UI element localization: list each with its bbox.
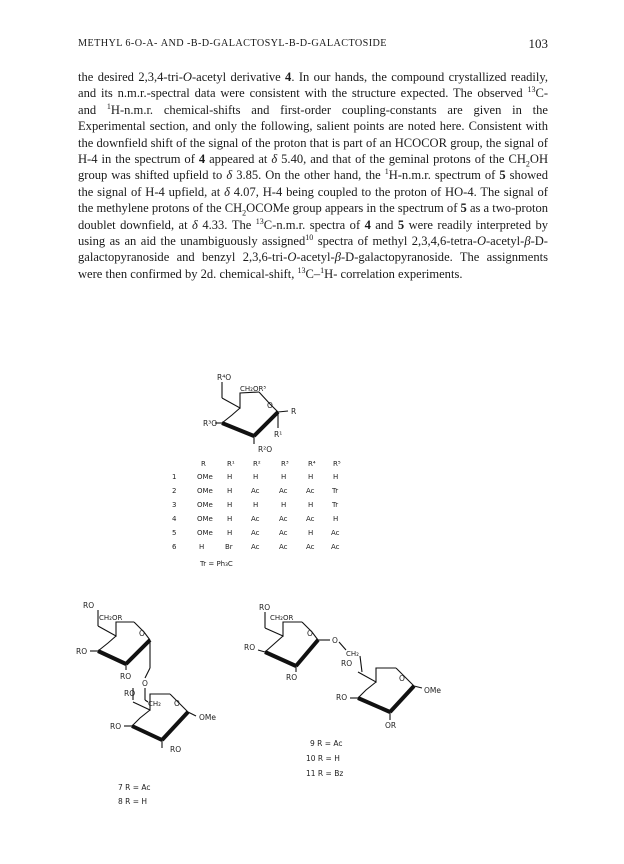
left-ro-left2: RO	[110, 722, 122, 731]
paragraph: the desired 2,3,4-tri-O-acetyl derivative 4. In our hands, the compound crystallized readily, and its n.m.r.-spectral data were consistent with the structure expected. The observed $^{13}$C- and $^1$H-n.m.r. chemical-shifts and first-order coupling-constants are given in the Experimental section, and only the following, salient points are noted here. Consistent with the downfield shift of the signal of the proton that is part of an HCOCOR group, the signal of H-4 in the spectrum of 4 appeared at δ 5.40, and that of the geminal protons of the $CH_2OH$ group was shifted upfield to δ 3.85. On the other hand, the $^1$H-n.m.r. spectrum of 5 showed the signal of H-4 upfield, at δ 4.07, H-4 being coupled to the proton of HO-4. The signal of the methylene protons of the $CH_2OCOMe$ group appears in the spectrum of 5 as a two-proton doublet downfield, at δ 4.33. The $^{13}$C-n.m.r. spectra of 4 and 5 were readily interpreted by using as an aid the unambiguously assigned$^{10}$ spectra of methyl 2,3,4,6-tetra-O-acetyl-β-D-galactopyranoside and benzyl 2,3,6-tri-O-acetyl-β-D-galactopyranoside. The assignments were then confirmed by 2d. chemical-shift, $^{13}$C–$^1$H- correlation experiments.	[78, 70, 549, 281]
right-ring-o1: O	[307, 629, 313, 638]
svg-text:1: 1	[172, 473, 177, 481]
table-row	[172, 515, 338, 523]
table-row	[172, 473, 338, 481]
svg-text:Tr: Tr	[332, 487, 339, 495]
ring-bonds-3	[222, 408, 240, 423]
svg-text:OMe: OMe	[197, 473, 213, 481]
svg-text:H: H	[227, 487, 233, 495]
table-row	[172, 501, 338, 509]
svg-text:H: H	[281, 473, 287, 481]
trityl-footnote: Tr = Ph₃C	[200, 560, 233, 568]
table-header-r2: R²	[253, 460, 261, 468]
svg-text:Ac: Ac	[306, 515, 315, 523]
r2o-label: R²O	[258, 445, 273, 454]
right-ro-left2: RO	[336, 693, 348, 702]
left-o-link: O	[142, 679, 148, 688]
svg-text:H: H	[333, 473, 339, 481]
svg-text:H: H	[227, 515, 233, 523]
left-ro-bottom: RO	[170, 745, 182, 754]
svg-text:4: 4	[172, 515, 177, 523]
compound-8-label: 8 R = H	[118, 797, 148, 806]
ring-bonds	[222, 392, 259, 408]
running-header	[78, 36, 548, 52]
compound-11-label: 11 R = Bz	[306, 769, 344, 778]
compound-7-label: 7 R = Ac	[118, 783, 151, 792]
right-ro-mid2: RO	[341, 659, 353, 668]
svg-text:OMe: OMe	[197, 487, 213, 495]
right-ch2or: CH₂OR	[270, 614, 294, 622]
body-paragraph	[78, 69, 548, 282]
structures-figure	[0, 360, 624, 806]
table-header-r: R	[201, 460, 206, 468]
svg-text:H: H	[333, 515, 339, 523]
left-ch2: CH₂	[148, 700, 161, 708]
running-title: METHYL 6-O-Α- AND -Β-D-GALACTOSYL-Β-D-GALACTOSIDE	[78, 38, 387, 49]
ch2or5-label: CH₂OR⁵	[240, 385, 267, 393]
svg-text:H: H	[227, 501, 233, 509]
svg-text:OMe: OMe	[197, 515, 213, 523]
ring-oxygen-label: O	[267, 401, 273, 410]
left-ome: OMe	[199, 713, 216, 722]
svg-text:Ac: Ac	[331, 543, 340, 551]
left-ro-mid: RO	[120, 672, 132, 681]
table-header-r5: R⁵	[333, 460, 341, 468]
right-ro-mid1: RO	[286, 673, 298, 682]
r1-label: R¹	[274, 430, 283, 439]
left-ro-left1: RO	[76, 647, 88, 656]
right-ro-left1: RO	[244, 643, 256, 652]
svg-text:Ac: Ac	[331, 529, 340, 537]
beta-disaccharide-structure	[244, 603, 441, 778]
left-ring-o1: O	[139, 629, 145, 638]
svg-text:Ac: Ac	[251, 543, 260, 551]
left-ro-upper2: RO	[124, 689, 136, 698]
svg-text:OMe: OMe	[197, 501, 213, 509]
svg-text:Ac: Ac	[251, 515, 260, 523]
svg-text:6: 6	[172, 543, 177, 551]
ring-bold-edge	[222, 423, 254, 436]
svg-text:Ac: Ac	[306, 543, 315, 551]
c1-bond	[278, 411, 288, 412]
r4o-label: R⁴O	[217, 373, 232, 382]
left-ring-o2: O	[174, 699, 180, 708]
svg-text:H: H	[308, 529, 314, 537]
right-o-link: O	[332, 636, 338, 645]
substituent-table	[172, 460, 341, 568]
svg-text:H: H	[253, 501, 259, 509]
r-label: R	[291, 407, 297, 416]
galactopyranose-structure	[203, 373, 296, 454]
svg-text:H: H	[253, 473, 259, 481]
svg-text:3: 3	[172, 501, 177, 509]
page-number: 103	[528, 36, 548, 51]
svg-text:5: 5	[172, 529, 177, 537]
svg-text:Ac: Ac	[251, 529, 260, 537]
right-ome: OMe	[424, 686, 441, 695]
svg-text:H: H	[308, 501, 314, 509]
right-ch2: CH₂	[346, 650, 359, 658]
svg-text:Ac: Ac	[306, 487, 315, 495]
left-ch2or: CH₂OR	[99, 614, 123, 622]
right-or-bottom: OR	[385, 721, 397, 730]
svg-text:OMe: OMe	[197, 529, 213, 537]
table-row	[172, 487, 338, 495]
svg-text:2: 2	[172, 487, 177, 495]
svg-text:H: H	[227, 473, 233, 481]
r3o-label: R³O	[203, 419, 218, 428]
right-ring-o2: O	[399, 674, 405, 683]
svg-text:Ac: Ac	[279, 487, 288, 495]
svg-text:Br: Br	[225, 543, 233, 551]
alpha-disaccharide-structure	[76, 601, 216, 806]
table-header-r3: R³	[281, 460, 289, 468]
svg-text:Ac: Ac	[279, 529, 288, 537]
right-ro-top: RO	[259, 603, 271, 612]
svg-text:Ac: Ac	[279, 515, 288, 523]
svg-text:Ac: Ac	[279, 543, 288, 551]
table-row	[172, 543, 340, 551]
compound-10-label: 10 R = H	[306, 754, 340, 763]
table-header-r1: R¹	[227, 460, 235, 468]
svg-text:H: H	[227, 529, 233, 537]
svg-text:Ac: Ac	[251, 487, 260, 495]
svg-text:Tr: Tr	[332, 501, 339, 509]
table-row	[172, 529, 340, 537]
compound-9-label: 9 R = Ac	[310, 739, 343, 748]
svg-text:H: H	[308, 473, 314, 481]
svg-text:H: H	[281, 501, 287, 509]
left-ro-top: RO	[83, 601, 95, 610]
svg-text:H: H	[199, 543, 205, 551]
table-header-r4: R⁴	[308, 460, 316, 468]
